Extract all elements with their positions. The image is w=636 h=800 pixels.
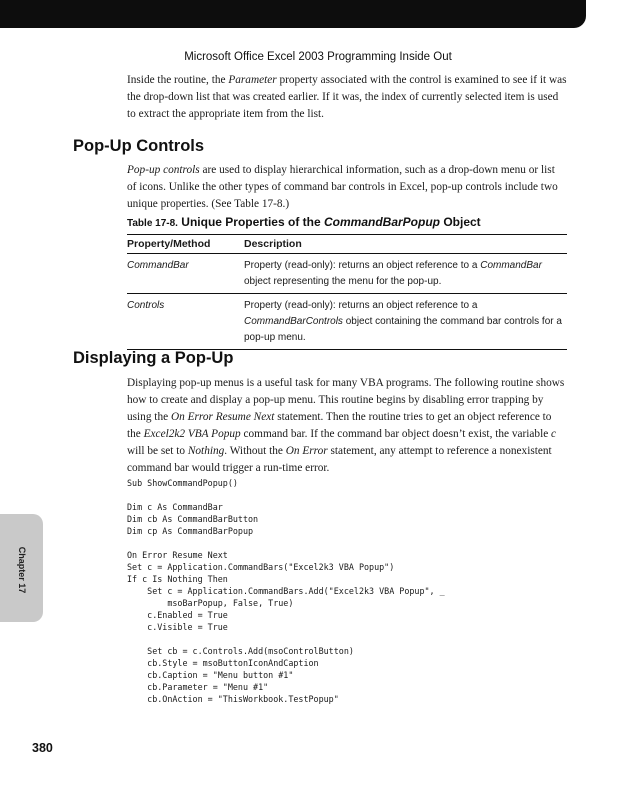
code-line: cb.Parameter = "Menu #1" [127, 682, 269, 692]
code-line: On Error Resume Next [127, 550, 228, 560]
section-heading-popup-controls: Pop-Up Controls [73, 137, 205, 155]
intro-paragraph: Inside the routine, the Parameter property associated with the control is examined to see if it was the drop-down list that was created earlier. If it was, the index of currently selected item is used to extract the appropriate item from the list. [127, 74, 567, 120]
table-cell-description: Property (read-only): returns an object reference to a CommandBarControls object containing the command bar controls for a pop-up menu. [244, 300, 562, 343]
code-line: c.Visible = True [127, 622, 228, 632]
chapter-label: Chapter 17 [17, 546, 27, 594]
code-line: Dim cp As CommandBarPopup [127, 526, 254, 536]
table-cell-description: Property (read-only): returns an object reference to a CommandBar object representing the menu for the pop-up. [244, 260, 542, 287]
popup-controls-paragraph: Pop-up controls are used to display hierarchical information, such as a drop-down menu or list of icons. Unlike the other types of command bar controls in Excel, pop-up controls include two unique properties. (See Table 17-8.) [127, 164, 558, 210]
table-header-row [127, 235, 567, 254]
code-line: Set c = Application.CommandBars.Add("Excel2k3 VBA Popup", _ [127, 586, 445, 596]
code-line: Dim c As CommandBar [127, 502, 223, 512]
header-description: Description [244, 238, 302, 250]
code-line [127, 537, 567, 549]
code-line: cb.OnAction = "ThisWorkbook.TestPopup" [127, 694, 339, 704]
part-label: Part 5: Manipulating Excel Objects [30, 27, 165, 36]
code-line: cb.Style = msoButtonIconAndCaption [127, 658, 319, 668]
code-line: c.Enabled = True [127, 610, 228, 620]
header-property-method: Property/Method [127, 238, 211, 250]
table-cell-property: CommandBar [127, 260, 189, 271]
page-number: 380 [32, 741, 53, 755]
header-bar [0, 0, 586, 28]
table-caption: Table 17-8. Unique Properties of the CommandBarPopup Object [127, 215, 481, 229]
book-title: Microsoft Office Excel 2003 Programming Inside Out [184, 51, 452, 63]
table-row [127, 293, 567, 349]
code-line: msoBarPopup, False, True) [127, 598, 294, 608]
code-line: Set cb = c.Controls.Add(msoControlButton) [127, 646, 354, 656]
table-row [127, 254, 567, 293]
code-line: cb.Caption = "Menu button #1" [127, 670, 294, 680]
code-line [127, 633, 567, 645]
properties-table [127, 234, 567, 350]
code-line: Set c = Application.CommandBars("Excel2k3 VBA Popup") [127, 562, 395, 572]
code-line [127, 489, 567, 501]
section-heading-displaying-popup: Displaying a Pop-Up [73, 349, 234, 367]
table-cell-property: Controls [127, 300, 165, 311]
code-listing [127, 477, 567, 705]
code-line: If c Is Nothing Then [127, 574, 228, 584]
code-line: Dim cb As CommandBarButton [127, 514, 259, 524]
code-line: Sub ShowCommandPopup() [127, 478, 238, 488]
displaying-popup-paragraph: Displaying pop-up menus is a useful task for many VBA programs. The following routine shows how to create and display a pop-up menu. This routine begins by disabling error trapping by using the On Error Resume Next statement. Then the routine tries to get an object reference to the Excel2k2 VBA Popup command bar. If the command bar object doesn’t exist, the variable c will be set to Nothing. Without the On Error statement, any attempt to reference a nonexistent command bar would trigger a run-time error. [127, 377, 565, 474]
